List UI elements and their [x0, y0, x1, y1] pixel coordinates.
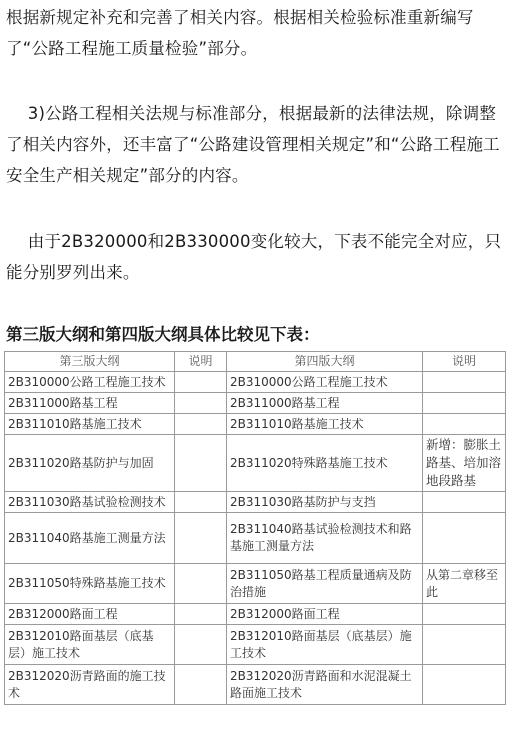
intro-paragraph: 根据新规定补充和完善了相关内容。根据相关检验标准重新编写了“公路工程施工质量检验”部分。: [6, 8, 474, 58]
header-third-edition: 第三版大纲: [5, 352, 175, 372]
comparison-table: [4, 351, 506, 705]
mapping-note-paragraph: 由于2B320000和2B330000变化较大，下表不能完全对应，只能分别罗列出来。: [6, 232, 502, 282]
cell-third: 2B310000公路工程施工技术: [5, 372, 175, 393]
cell-fourth: 2B311040路基试验检测技术和路基施工测量方法: [227, 513, 423, 564]
cell-note1: [175, 435, 227, 492]
table-row: [5, 604, 506, 625]
cell-note2: [423, 513, 506, 564]
table-row: [5, 564, 506, 604]
cell-note2: [423, 372, 506, 393]
cell-note2: 新增：膨胀土路基、培加溶地段路基: [423, 435, 506, 492]
cell-note2: 从第二章移至此: [423, 564, 506, 604]
cell-note1: [175, 665, 227, 705]
cell-fourth: 2B311050路基工程质量通病及防治措施: [227, 564, 423, 604]
cell-third: 2B312010路面基层（底基层）施工技术: [5, 625, 175, 665]
table-row: [5, 513, 506, 564]
cell-fourth: 2B312000路面工程: [227, 604, 423, 625]
table-row: [5, 492, 506, 513]
table-row: [5, 372, 506, 393]
cell-third: 2B311050特殊路基施工技术: [5, 564, 175, 604]
regulations-paragraph: 3)公路工程相关法规与标准部分，根据最新的法律法规，除调整了相关内容外，还丰富了“公路建设管理相关规定”和“公路工程施工安全生产相关规定”部分的内容。: [6, 104, 500, 185]
header-note-1: 说明: [175, 352, 227, 372]
cell-note1: [175, 604, 227, 625]
cell-third: 2B312020沥青路面的施工技术: [5, 665, 175, 705]
cell-note1: [175, 492, 227, 513]
cell-fourth: 2B311010路基施工技术: [227, 414, 423, 435]
cell-note2: [423, 625, 506, 665]
cell-note1: [175, 625, 227, 665]
cell-third: 2B311000路基工程: [5, 393, 175, 414]
table-row: [5, 625, 506, 665]
cell-fourth: 2B311020特殊路基施工技术: [227, 435, 423, 492]
cell-third: 2B311010路基施工技术: [5, 414, 175, 435]
header-fourth-edition: 第四版大纲: [227, 352, 423, 372]
cell-third: 2B311030路基试验检测技术: [5, 492, 175, 513]
table-row: [5, 665, 506, 705]
cell-note1: [175, 414, 227, 435]
table-row: [5, 435, 506, 492]
cell-note2: [423, 393, 506, 414]
header-note-2: 说明: [423, 352, 506, 372]
table-heading: 第三版大纲和第四版大纲具体比较见下表：: [6, 325, 320, 344]
table-row: [5, 393, 506, 414]
cell-note2: [423, 604, 506, 625]
cell-third: 2B311020路基防护与加固: [5, 435, 175, 492]
cell-fourth: 2B310000公路工程施工技术: [227, 372, 423, 393]
cell-note2: [423, 414, 506, 435]
cell-fourth: 2B312010路面基层（底基层）施工技术: [227, 625, 423, 665]
cell-note2: [423, 665, 506, 705]
cell-note1: [175, 564, 227, 604]
cell-note1: [175, 372, 227, 393]
cell-third: 2B311040路基施工测量方法: [5, 513, 175, 564]
cell-third: 2B312000路面工程: [5, 604, 175, 625]
cell-fourth: 2B311000路基工程: [227, 393, 423, 414]
table-row: [5, 414, 506, 435]
cell-fourth: 2B312020沥青路面和水泥混凝土路面施工技术: [227, 665, 423, 705]
table-header-row: [5, 352, 506, 372]
cell-note2: [423, 492, 506, 513]
cell-fourth: 2B311030路基防护与支挡: [227, 492, 423, 513]
cell-note1: [175, 513, 227, 564]
cell-note1: [175, 393, 227, 414]
